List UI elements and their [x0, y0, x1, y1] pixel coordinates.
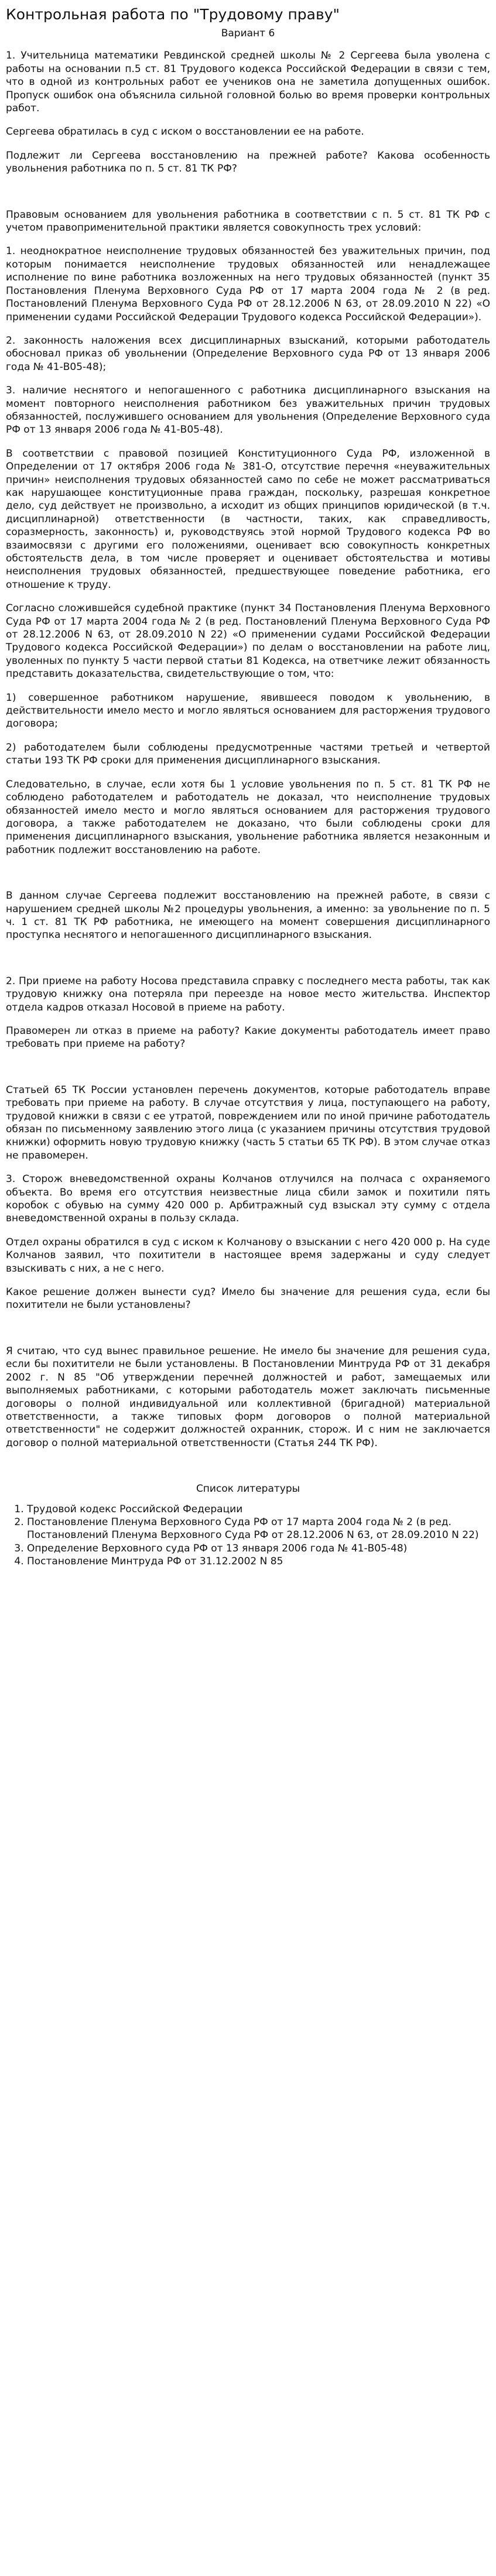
task-1-question: Подлежит ли Сергеева восстановлению на прежней работе? Какова особенность увольнения работника по п. 5 ст. 81 ТК РФ? — [6, 149, 490, 175]
answer-1-conclusion: В данном случае Сергеева подлежит восстановлению на прежней работе, в связи с нарушением средней школы №2 процедуры увольнения, а именно: за увольнение по п. 5 ч. 1 ст. 81 ТК РФ работника, не имеющего на момент совершения дисциплинарного проступка неснятого и непогашенного дисциплинарного взыскания. — [6, 890, 490, 941]
spacer — [6, 1460, 490, 1482]
task-3-text: 3. Сторож вневедомственной охраны Колчанов отлучился на полчаса с охраняемого объекта. Во время его отсутствия неизвестные лица сбили замок и похитили пять коробок с обувью на сумму 420 000 р. Арбитражный суд взыскал эту сумму с отдела вневедомственной охраны в пользу склада. — [6, 1173, 490, 1225]
reference-item: 3. Определение Верховного суда РФ от 13 января 2006 года № 41-В05-48) — [27, 1542, 490, 1555]
spacer — [6, 1323, 490, 1345]
task-3-question: Какое решение должен вынести суд? Имело бы значение для решения суда, если бы похитители не были установлены? — [6, 1286, 490, 1311]
task-2-section — [6, 975, 490, 1162]
document-title: Контрольная работа по "Трудовому праву" — [6, 6, 340, 23]
spacer — [6, 186, 490, 208]
task-2-question: Правомерен ли отказ в приеме на работу? Какие документы работодатель имеет право требовать при приеме на работу? — [6, 1025, 490, 1050]
variant-label: Вариант 6 — [221, 28, 275, 39]
spacer — [6, 1061, 490, 1084]
answer-1-constitutional-court: В соответствии с правовой позицией Конституционного Суда РФ, изложенной в Определении от 17 октября 2006 года № 381-О, отсутствие перечня «неуважительных причин» неисполнения трудовых обязанностей само по себе не может рассматриваться как нарушающее конституционные права граждан, поскольку, разрешая конкретное дело, суд действует не произвольно, а исходит из общих принципов юридической (в т.ч. дисциплинарной) ответственности (в частности, таких, как справедливость, соразмерность, законность) и, руководствуясь этой нормой Трудового кодекса РФ во взаимосвязи с другими его положениями, оценивает всю совокупность конкретных обстоятельств дела, в том числе проверяет и оценивает обстоятельства и мотивы неисполнения трудовых обязанностей, предшествующее поведение работника, его отношение к труду. — [6, 447, 490, 591]
references-section — [6, 1482, 490, 1568]
references-title: Список литературы — [196, 1483, 300, 1495]
spacer — [6, 867, 490, 889]
task-2-text: 2. При приеме на работу Носова представила справку с последнего места работы, так как трудовую книжку она потеряла при переезде на новое место жительства. Инспектор отдела кадров отказал Носовой в приеме на работу. — [6, 975, 490, 1013]
reference-item: 2. Постановление Пленума Верховного Суда РФ от 17 марта 2004 года № 2 (в ред. Постановлений Пленума Верховного Суда РФ от 28.12.2006 N 63, от 28.09.2010 N 22) — [27, 1516, 490, 1542]
reference-item: 4. Постановление Минтруда РФ от 31.12.2002 N 85 — [27, 1555, 490, 1568]
answer-1-condition-1: 1. неоднократное неисполнение трудовых обязанностей без уважительных причин, под которым понимается неисполнение трудовых обязанностей или ненадлежащее исполнение по вине работника возложенных на него трудовых обязанностей (пункт 35 Постановления Пленума Верховного Суда РФ от 17 марта 2004 года № 2 (в ред. Постановлений Пленума Верховного Суда РФ от 28.12.2006 N 63, от 28.09.2010 N 22) «О применении судами Российской Федерации Трудового кодекса Российской Федерации»). — [6, 245, 490, 323]
task-1-section — [6, 49, 490, 941]
answer-1-condition-2: 2. законность наложения всех дисциплинарных взысканий, которыми работодатель обосновал приказ об увольнении (Определение Верховного суда РФ от 13 января 2006 года № 41-В05-48); — [6, 334, 490, 373]
answer-1-proof-2: 2) работодателем были соблюдены предусмотренные частями третьей и четвертой статьи 193 ТК РФ сроки для применения дисциплинарного взыскания. — [6, 741, 490, 767]
answer-1-condition-3: 3. наличие неснятого и непогашенного с работника дисциплинарного взыскания на момент повторного неисполнения работником без уважительных причин трудовых обязанностей, послужившего основанием для увольнения (Определение Верховного суда РФ от 13 января 2006 года № 41-В05-48). — [6, 385, 490, 436]
task-3-section — [6, 1173, 490, 1450]
answer-1-conclusion-general: Следовательно, в случае, если хотя бы 1 условие увольнения по п. 5 ст. 81 ТК РФ не соблюдено работодателем и работодатель не доказал, что неисполнение трудовых обязанностей имело место и могло являться основанием для расторжения трудового договора, а также работодателем не доказано, что были соблюдены сроки для применения дисциплинарного взыскания, увольнение работника является незаконным и работник подлежит восстановлению на работе. — [6, 778, 490, 856]
task-1-claim: Сергеева обратилась в суд с иском о восстановлении ее на работе. — [6, 126, 364, 138]
answer-1-proof-1: 1) совершенное работником нарушение, явившееся поводом к увольнению, в действительности имело место и могло являться основанием для расторжения трудового договора; — [6, 691, 490, 730]
answer-1-court-practice: Согласно сложившейся судебной практике (пункт 34 Постановления Пленума Верховного Суда РФ от 17 марта 2004 года № 2 (в ред. Постановлений Пленума Верховного Суда РФ от 28.12.2006 N 63, от 28.09.2010 N 22) «О применении судами Российской Федерации Трудового кодекса Российской Федерации») по делам о восстановлении на работе лиц, уволенных по пункту 5 части первой статьи 81 Кодекса, на ответчике лежит обязанность представить доказательства, свидетельствующие о том, что: — [6, 602, 490, 680]
task-3-lawsuit: Отдел охраны обратился в суд с иском к Колчанову о взыскании с него 420 000 р. На суде Колчанов заявил, что похитители в настоящее время задержаны и суду следует взыскивать с них, а не с него. — [6, 1236, 490, 1275]
task-1-text: 1. Учительница математики Ревдинской средней школы № 2 Сергеева была уволена с работы на основании п.5 ст. 81 Трудового кодекса Российской Федерации в связи с тем, что в одной из контрольных работ ее учеников она не заметила допущенных ошибок. Пропуск ошибок она объяснила сильной головной болью во время проверки контрольных работ. — [6, 50, 490, 115]
references-list — [6, 1503, 490, 1568]
answer-3: Я считаю, что суд вынес правильное решение. Не имело бы значение для решения суда, если бы похитители не были установлены. В Постановлении Минтруда РФ от 31 декабря 2002 г. N 85 "Об утверждении перечней должностей и работ, замещаемых или выполняемых работниками, с которыми работодатель может заключать письменные договоры о полной индивидуальной или коллективной (бригадной) материальной ответственности, а также типовых форм договоров о полной материальной ответственности" не содержит должностей охранник, сторож. И с ним не заключается договор о полной материальной ответственности (Статья 244 ТК РФ). — [6, 1345, 490, 1449]
reference-item: 1. Трудовой кодекс Российской Федерации — [27, 1503, 490, 1516]
spacer — [6, 953, 490, 975]
answer-2: Статьей 65 ТК России установлен перечень документов, которые работодатель вправе требовать при приеме на работу. В случае отсутствия у лица, поступающего на работу, трудовой книжки в связи с ее утратой, повреждением или по иной причине работодатель обязан по письменному заявлению этого лица (с указанием причины отсутствия трудовой книжки) оформить новую трудовую книжку (часть 5 статьи 65 ТК РФ). В этом случае отказ не правомерен. — [6, 1084, 490, 1162]
answer-1-intro: Правовым основанием для увольнения работника в соответствии с п. 5 ст. 81 ТК РФ с учетом правоприменительной практики является совокупность трех условий: — [6, 208, 490, 234]
